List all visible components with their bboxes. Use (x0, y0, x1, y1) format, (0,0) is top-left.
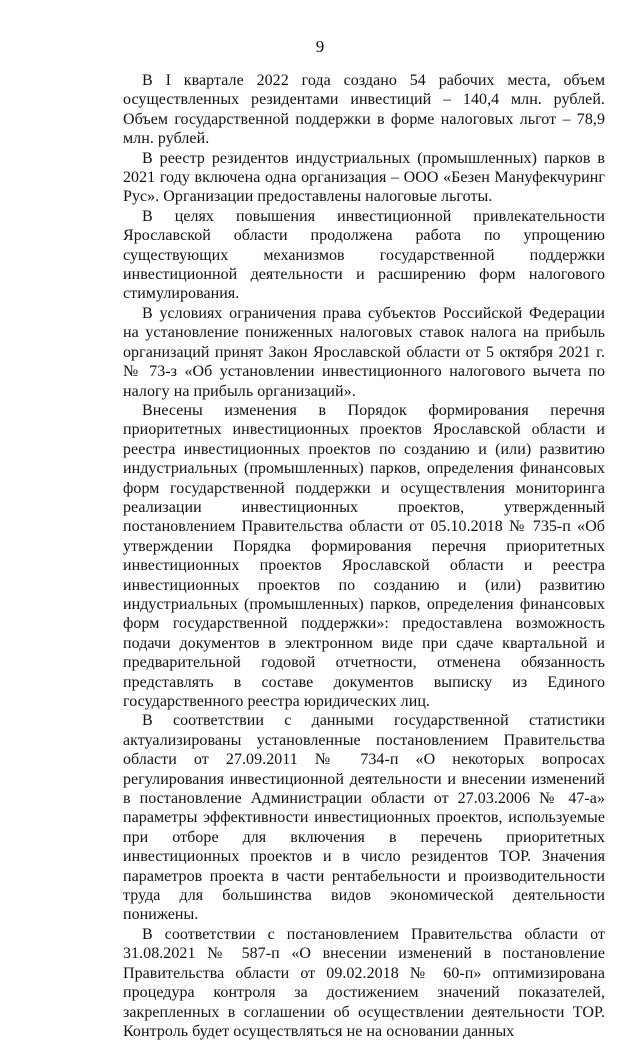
page-number: 9 (315, 37, 325, 56)
paragraph-q1-2022-results: В I квартале 2022 года создано 54 рабочих места, объем осуществленных резидентами инвестиций – 140,4 млн. рублей. Объем государственной поддержки в форме налоговых льгот – 78,9 млн. рублей. (123, 72, 605, 148)
paragraph-efficiency-parameters: В соответствии с данными государственной статистики актуализированы установленные постановлением Правительства области от 27.09.2011 № 734-п «О некоторых вопросах регулирования инвестиционной деятельности и внесении изменений в постановление Администрации области от 27.03.2006 № 47-а» параметры эффективности инвестиционных проектов, используемые при отборе для включения в перечень приоритетных инвестиционных проектов и в число резидентов ТОР. Значения параметров проекта в части рентабельности и производительности труда для большинства видов экономической деятельности понижены. (123, 712, 605, 924)
paragraph-investment-attractiveness: В целях повышения инвестиционной привлекательности Ярославской области продолжена работа по упрощению существующих механизмов государственной поддержки инвестиционной деятельности и расширению форм налогового стимулирования. (123, 207, 605, 303)
document-body (123, 71, 605, 1041)
paragraph-tax-deduction-law: В условиях ограничения права субъектов Российской Федерации на установление пониженных налоговых ставок налога на прибыль организаций принят Закон Ярославской области от 5 октября 2021 г. № 73-з «Об установлении инвестиционного налогового вычета по налогу на прибыль организаций». (123, 304, 605, 400)
paragraph-industrial-parks-registry: В реестр резидентов индустриальных (промышленных) парков в 2021 году включена одна организация – ООО «Безен Мануфекчуринг Рус». Организации предоставлены налоговые льготы. (123, 149, 605, 206)
paragraph-tor-control-procedure: В соответствии с постановлением Правительства области от 31.08.2021 № 587-п «О внесении изменений в постановление Правительства области от 09.02.2018 № 60-п» оптимизирована процедура контроля за достижением значений показателей, закрепленных в соглашении об осуществлении деятельности ТОР. Контроль будет осуществляться не на основании данных (123, 925, 605, 1040)
paragraph-priority-projects-procedure: Внесены изменения в Порядок формирования перечня приоритетных инвестиционных проектов Ярославской области и реестра инвестиционных проектов по созданию и (или) развитию индустриальных (промышленных) парков, определения финансовых форм государственной поддержки и осуществления мониторинга реализации инвестиционных проектов, утвержденный постановлением Правительства области от 05.10.2018 № 735-п «Об утверждении Порядка формирования перечня приоритетных инвестиционных проектов Ярославской области и реестра инвестиционных проектов по созданию и (или) развитию индустриальных (промышленных) парков, определения финансовых форм государственной поддержки»: предоставлена возможность подачи документов в электронном виде при сдаче квартальной и предварительной годовой отчетности, отменена обязанность представлять в составе документов выписку из Единого государственного реестра юридических лиц. (123, 401, 605, 710)
